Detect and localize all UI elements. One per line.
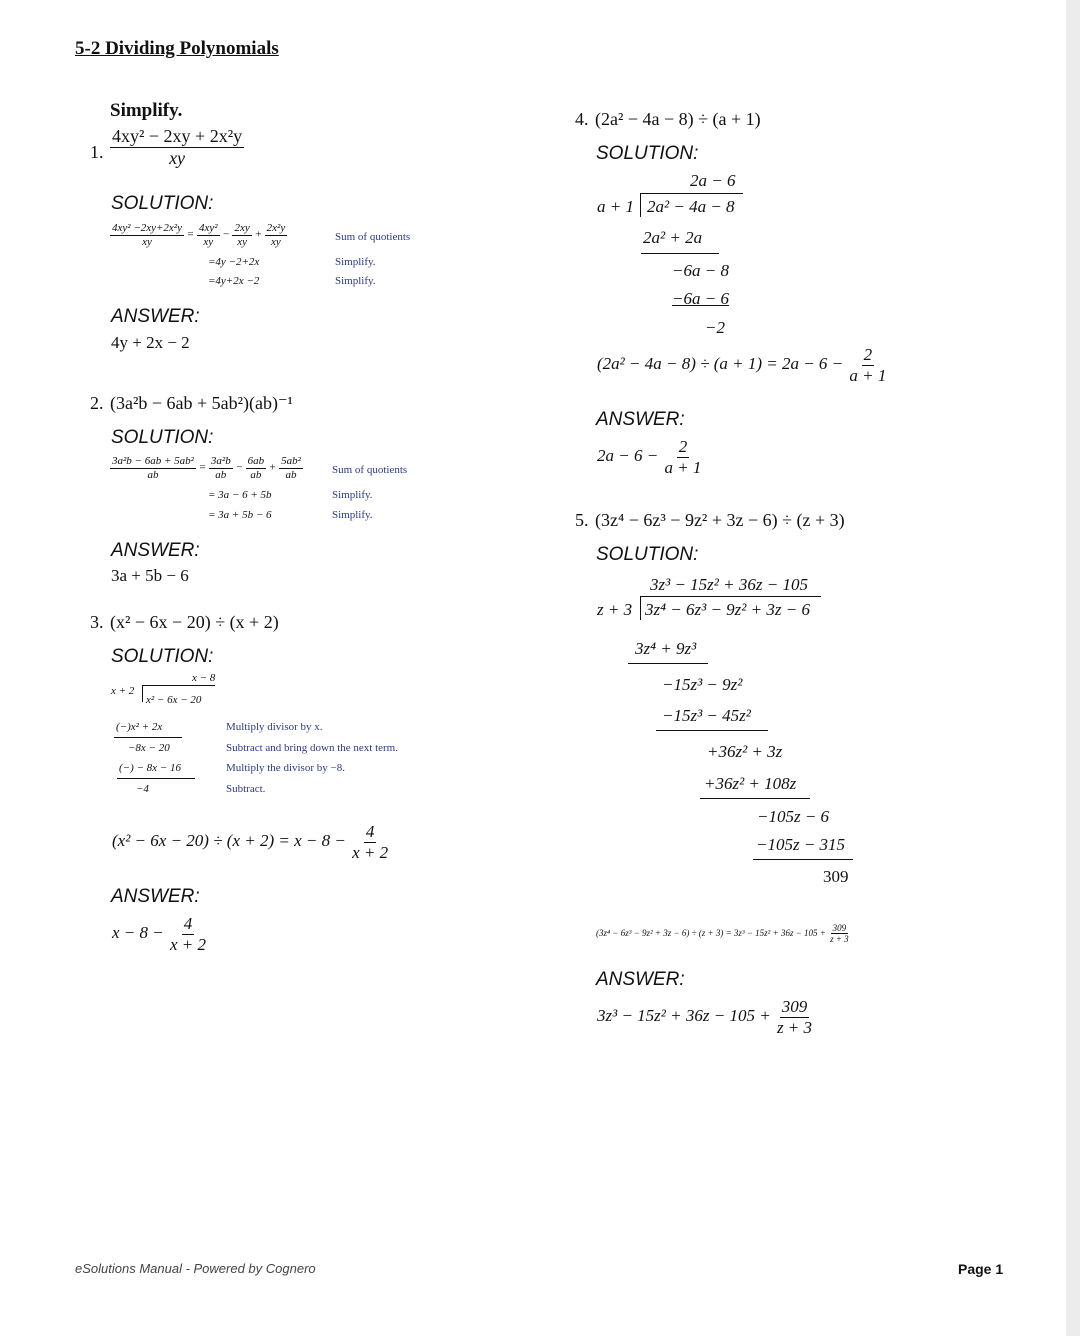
p3-division-bar (143, 685, 215, 686)
p1-answer: 4y + 2x − 2 (111, 333, 190, 352)
p5-row5-rule (700, 798, 810, 799)
p5-answer-label: ANSWER: (596, 969, 685, 990)
p5-row2: −15z³ − 9z² (662, 675, 743, 694)
p3-row3: (−) − 8x − 16 (119, 762, 181, 774)
p3-row1-rule (114, 737, 182, 738)
p1-answer-label: ANSWER: (111, 306, 200, 327)
p4-division-bracket (640, 193, 641, 217)
p3-answer (112, 914, 208, 954)
p3-note4: Subtract. (226, 783, 266, 795)
p5-row7: −105z − 315 (756, 835, 846, 854)
p4-problem: (2a² − 4a − 8) ÷ (a + 1) (595, 109, 761, 129)
p4-answer-den: a + 1 (664, 457, 702, 477)
p4-row4: −2 (705, 318, 725, 337)
p3-number: 3. (90, 612, 104, 632)
p2-note2: Simplify. (332, 489, 373, 501)
p5-solution-label: SOLUTION: (596, 544, 699, 565)
p1-step2: =4y −2+2x (208, 256, 260, 268)
p5-answer-den: z + 3 (776, 1017, 813, 1037)
p3-answer-label: ANSWER: (111, 886, 200, 907)
page-number: Page 1 (958, 1261, 1004, 1277)
p3-result-lhs: (x² − 6x − 20) ÷ (x + 2) = x − 8 − (112, 830, 346, 850)
p4-number: 4. (575, 109, 589, 129)
p1-term1-num: 4xy² (198, 222, 218, 234)
p1-term2-num: 2xy (234, 222, 250, 234)
page-title: 5-2 Dividing Polynomials (75, 38, 279, 59)
p5-answer-lhs: 3z³ − 15z² + 36z − 105 + (597, 1005, 771, 1025)
p2-answer: 3a + 5b − 6 (111, 566, 189, 585)
p2-step3: = 3a + 5b − 6 (208, 509, 272, 521)
p4-answer-label: ANSWER: (596, 409, 685, 430)
p4-row1: 2a² + 2a (643, 228, 703, 247)
p1-term3-num: 2x²y (266, 222, 286, 234)
p5-row7-rule (753, 859, 853, 860)
p2-number: 2. (90, 393, 104, 413)
p1-term2-den: xy (237, 235, 247, 248)
p5-result (596, 923, 851, 945)
p3-answer-num: 4 (183, 914, 193, 933)
p4-dividend: 2a² − 4a − 8 (647, 197, 735, 216)
p3-row4: −4 (136, 783, 149, 795)
p4-result-num: 2 (863, 345, 873, 364)
p4-result-lhs: (2a² − 4a − 8) ÷ (a + 1) = 2a − 6 − (597, 353, 844, 373)
p5-dividend: 3z⁴ − 6z³ − 9z² + 3z − 6 (645, 600, 810, 619)
p1-number: 1. (90, 142, 104, 162)
p3-divisor: x + 2 (111, 685, 135, 697)
p2-term3-num: 5ab² (281, 455, 301, 467)
p4-result-den: a + 1 (849, 365, 887, 385)
p1-numerator: 4xy² − 2xy + 2x²y (112, 126, 243, 146)
p3-note3: Multiply the divisor by −8. (226, 762, 345, 774)
p1-sol-num: 4xy² −2xy+2x²y (112, 222, 182, 234)
p2-solution-line1: $\frac{\text{3a²b − 6ab + 5ab²}}{ab}$ = $\frac{\text{3a²b}}{ab}$ − $\frac{6ab}{ab}$ + $\frac{\text{5ab²}}{ab}$ (112, 455, 301, 481)
p5-row1: 3z⁴ + 9z³ (635, 639, 697, 658)
p1-term3-den: xy (271, 235, 281, 248)
p5-row3-rule (656, 730, 768, 731)
p2-sol-den: ab (147, 468, 159, 481)
p2-sol-num: 3a²b − 6ab + 5ab² (112, 455, 194, 467)
p1-problem (110, 126, 244, 168)
p1-term1-den: xy (203, 235, 214, 248)
p3-answer-den: x + 2 (170, 934, 207, 954)
p3-row1: (−)x² + 2x (116, 721, 163, 733)
p1-solution-label: SOLUTION: (111, 193, 214, 214)
p2-term3-den: ab (285, 468, 297, 481)
p4-divisor: a + 1 (597, 197, 634, 216)
p5-number: 5. (575, 510, 589, 530)
p5-result-num: 309 (832, 923, 847, 933)
p2-note1: Sum of quotients (332, 464, 408, 476)
p5-row3: −15z³ − 45z² (662, 706, 751, 725)
p1-note3: Simplify. (335, 275, 376, 287)
p3-quotient: x − 8 (192, 672, 216, 684)
p1-solution-line1: $\frac{\text{4xy² −2xy+2x²y}}{xy}$ = $\frac{\text{4xy²}}{xy}$ − $\frac{2xy}{xy}$ + $\frac{\text{2x²y}}{xy}$ (112, 222, 286, 248)
p5-division-bracket (640, 596, 641, 620)
p1-denominator: xy (169, 147, 186, 168)
p5-answer (597, 997, 814, 1037)
p2-solution-label: SOLUTION: (111, 427, 214, 448)
p3-row2: −8x − 20 (128, 742, 170, 754)
p5-row5: +36z² + 108z (704, 774, 797, 793)
p2-term2-num: 6ab (247, 455, 265, 467)
p3-answer-lhs: x − 8 − (112, 922, 164, 942)
p2-term1-den: ab (215, 468, 227, 481)
p1-step3: =4y+2x −2 (208, 275, 260, 287)
p3-note2: Subtract and bring down the next term. (226, 742, 398, 754)
p5-answer-num: 309 (781, 997, 808, 1016)
p5-row6: −105z − 6 (757, 807, 830, 826)
p4-row3: −6a − 6 (672, 289, 729, 308)
p4-result (597, 345, 888, 385)
p2-term2-den: ab (250, 468, 262, 481)
p3-problem: (x² − 6x − 20) ÷ (x + 2) (110, 612, 279, 632)
p4-division-bar (641, 193, 743, 194)
p4-quotient: 2a − 6 (690, 171, 736, 190)
footer-credit: eSolutions Manual - Powered by Cognero (75, 1261, 316, 1276)
p3-solution-label: SOLUTION: (111, 646, 214, 667)
p3-dividend: x² − 6x − 20 (146, 694, 202, 706)
p1-sol-den: xy (142, 235, 152, 248)
p5-row4: +36z² + 3z (707, 742, 783, 761)
p2-note3: Simplify. (332, 509, 373, 521)
p4-solution-label: SOLUTION: (596, 143, 699, 164)
p3-row3-rule (117, 778, 195, 779)
p3-result (112, 822, 390, 862)
p3-note1: Multiply divisor by x. (226, 721, 323, 733)
p5-quotient: 3z³ − 15z² + 36z − 105 (650, 575, 808, 594)
p2-answer-label: ANSWER: (111, 540, 200, 561)
p4-answer-lhs: 2a − 6 − (597, 445, 659, 465)
simplify-heading: Simplify. (110, 100, 183, 121)
p5-result-den: z + 3 (830, 934, 849, 945)
p2-term1-num: 3a²b (210, 455, 231, 467)
p5-division-bar (641, 596, 821, 597)
p5-row8: 309 (823, 867, 849, 886)
p5-row1-rule (628, 663, 708, 664)
p4-row2: −6a − 8 (672, 261, 729, 280)
p3-result-den: x + 2 (352, 842, 389, 862)
p3-division-bracket (142, 685, 143, 702)
p2-step2: = 3a − 6 + 5b (208, 489, 272, 501)
p4-answer-num: 2 (678, 437, 688, 456)
p4-answer (597, 437, 703, 477)
p4-row1-rule (641, 253, 719, 254)
p1-note1: Sum of quotients (335, 231, 411, 243)
p1-note2: Simplify. (335, 256, 376, 268)
p2-problem: (3a²b − 6ab + 5ab²)(ab)⁻¹ (110, 393, 293, 413)
p5-divisor: z + 3 (597, 600, 633, 619)
p3-result-num: 4 (365, 822, 375, 841)
p5-result-lhs: (3z⁴ − 6z³ − 9z² + 3z − 6) ÷ (z + 3) = 3z³ − 15z² + 36z − 105 + (596, 927, 826, 938)
p5-problem: (3z⁴ − 6z³ − 9z² + 3z − 6) ÷ (z + 3) (595, 510, 845, 530)
